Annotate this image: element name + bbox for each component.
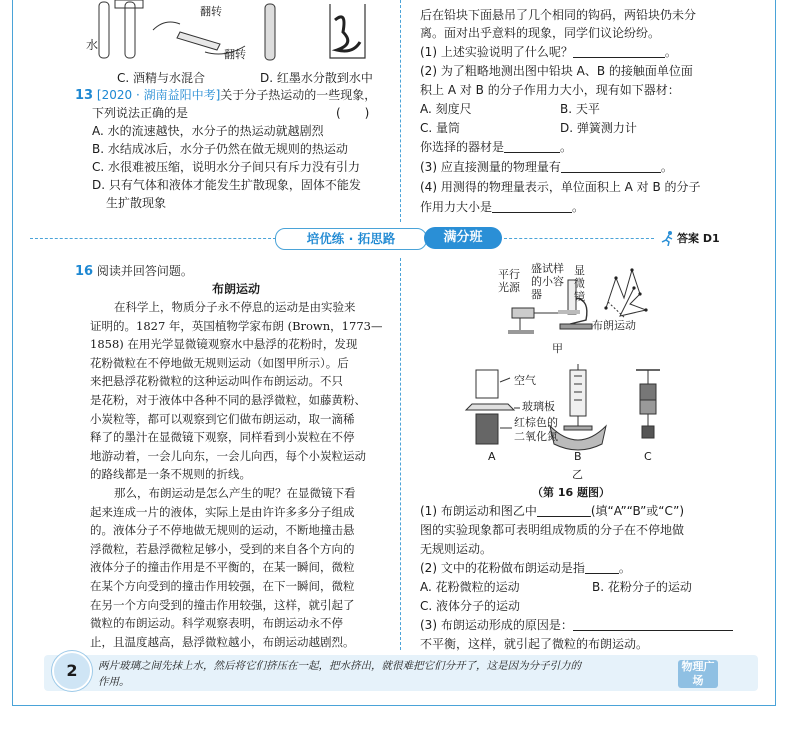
rt-equip-c: C. 量筒: [420, 121, 461, 135]
para1-line: 的路线都是一条不规则的折线。: [90, 467, 251, 482]
q16-stem: 阅读并回答问题。: [96, 264, 193, 278]
rt-q3-text: (3) 应直接测量的物理量有: [420, 160, 561, 174]
rt-choose: [420, 138, 572, 156]
para1-line: 花粉微粒在不停地做无规则运动（如图甲所示）。后: [90, 355, 349, 370]
column-separator-bottom: [400, 258, 401, 650]
jia-label-qi: 器: [531, 288, 542, 301]
rt-q4-period: 。: [572, 200, 585, 214]
para2-line: 在另一个方向受到的撞击作用较强，这样，就引起了: [90, 597, 355, 612]
para2-line: 止，且温度越高，悬浮微粒越小，布朗运动越剧烈。: [90, 634, 355, 649]
label-b: B: [574, 450, 582, 463]
figure-jia-caption: 甲: [552, 342, 563, 355]
q16-q2-blank[interactable]: [585, 560, 619, 574]
apparatus-a: [466, 370, 520, 444]
dropper: [115, 0, 143, 8]
q13-number: 13: [75, 88, 94, 103]
test-tube-3: [265, 4, 275, 60]
para1-line: 1858) 在用光学显微镜观察水中悬浮的花粉时，发现: [90, 337, 358, 352]
q16-para1: [90, 298, 382, 651]
para2-line: 那么，布朗运动是怎么产生的呢？在显微镜下看: [114, 485, 356, 500]
fig-label-water: 水: [86, 38, 99, 52]
q16-number: 16: [75, 264, 94, 279]
q16-q2-option-b: B. 花粉分子的运动: [592, 580, 692, 594]
test-tube-2: [125, 2, 135, 58]
rt-q2-line1: (2) 为了粗略地测出图中铅块 A、B 的接触面单位面: [420, 64, 693, 78]
yi-label-no2: 二氧化氮: [514, 430, 558, 443]
q13-stem-line2: 下列说法正确的是: [92, 106, 189, 120]
banner-manfen: 满分班: [424, 227, 502, 249]
q16-q1-line2: 图的实验现象都可表明组成物质的分子在不停地做: [420, 523, 685, 537]
q13-option-a: A. 水的流速越快，水分子的热运动就越剧烈: [92, 124, 324, 138]
rt-choose-blank[interactable]: [504, 139, 560, 153]
para1-line: 是花粉，对于液体中各种不同的悬浮微粒，如藤黄粉、: [90, 392, 366, 407]
rt-choose-period: 。: [560, 140, 573, 154]
q16-q2-option-c: C. 液体分子的运动: [420, 599, 521, 613]
arrow-1: [153, 22, 180, 30]
rt-q4-blank[interactable]: [492, 199, 572, 213]
q16-q3: [420, 616, 733, 634]
jia-label-wei: 微: [574, 277, 585, 290]
label-a: A: [488, 450, 496, 463]
jia-label-pingxing: 平行: [498, 268, 520, 281]
yi-label-red: 红棕色的: [514, 416, 558, 429]
rt-q3-period: 。: [660, 160, 673, 174]
footer-bottom-line: [12, 705, 776, 706]
light-source: [508, 308, 534, 334]
rt-q4: [420, 198, 584, 216]
para1-line: 地游动着，一会儿向东，一会儿向西，每个小炭粒运动: [90, 448, 366, 463]
jia-label-dexiaorong: 的小容: [531, 275, 564, 288]
footer-tag-wuliguangchang: 物理广场: [678, 660, 718, 688]
rt-q4-text: 作用力大小是: [420, 200, 493, 214]
jia-label-shengshiyang: 盛试样: [531, 262, 564, 275]
rt-q3-blank[interactable]: [561, 159, 661, 173]
para1-line: 来把悬浮花粉微粒的这种运动叫作布朗运动。不只: [90, 374, 343, 389]
q16-q2-period: 。: [618, 561, 631, 575]
banner-divider-right: [504, 238, 654, 239]
beaker-ink: [330, 4, 365, 58]
rt-equip-a: A. 刻度尺: [420, 102, 472, 116]
q16-q1-hint: (填“A”“B”或“C”): [590, 504, 685, 518]
q13-option-d: D. 只有气体和液体才能发生扩散现象，固体不能发: [92, 178, 361, 192]
footer-line2: 作用。: [98, 676, 130, 688]
rt-equip-d: D. 弹簧测力计: [560, 121, 637, 135]
runner-icon: [660, 230, 676, 246]
jia-label-brownian: 布朗运动: [592, 319, 636, 332]
para1-line: 证明的。1827 年，英国植物学家布朗 (Brown，1773—: [90, 318, 383, 333]
footer-line1: 两片玻璃之间先抹上水，然后将它们挤压在一起，把水挤出，就很难把它们分开了，这是因为分子引力的: [98, 660, 581, 672]
label-c: C: [644, 450, 652, 463]
para2-line: 的。液体分子不停地做无规则的运动，不断地撞击悬: [90, 523, 355, 538]
q16-q3-line2: 不平衡，这样，就引起了微粒的布朗运动。: [420, 637, 649, 651]
para1-line: 在科学上，物质分子永不停息的运动是由实验来: [114, 300, 356, 314]
rt-q1: [420, 43, 677, 61]
jia-label-xian: 显: [574, 264, 585, 277]
yi-label-air: 空气: [514, 374, 536, 387]
banner-divider-left: [30, 238, 276, 239]
para2-line: 起来连成一片的液体，实际上是由许许多多分子组成: [90, 504, 355, 519]
brownian-path-diagram: [604, 268, 647, 318]
page-number: 2: [52, 651, 92, 691]
yi-label-glass: 玻璃板: [522, 400, 555, 413]
q16-q3-text: (3) 布朗运动形成的原因是：: [420, 618, 573, 632]
para2-line: 在某个方向受到的撞击作用较强，在下一瞬间，微粒: [90, 578, 355, 593]
q13-option-c: C. 水很难被压缩，说明水分子间只有斥力没有引力: [92, 160, 361, 174]
tilt-tube: [177, 32, 220, 50]
jia-label-guangyuan: 光源: [498, 281, 520, 294]
q12-option-c: C. 酒精与水混合: [117, 71, 206, 85]
q13-answer-paren: ( ): [336, 106, 370, 120]
q16-q3-blank[interactable]: [573, 617, 733, 631]
q13-option-b: B. 水结成冰后，水分子仍然在做无规则的热运动: [92, 142, 348, 156]
rt-q1-text: (1) 上述实验说明了什么呢？: [420, 45, 573, 59]
footer-note: [98, 658, 672, 690]
q16-q1: [420, 502, 684, 520]
q16-q1-line3: 无规则运动。: [420, 542, 493, 556]
para2-line: 浮微粒，若悬浮微粒足够小，受到的来自各个方向的: [90, 541, 355, 556]
answer-ref[interactable]: 答案 D1: [677, 232, 720, 245]
q16-figure: [420, 258, 760, 498]
q16-q1-blank[interactable]: [537, 503, 591, 517]
q13-header: [75, 86, 376, 105]
q12-option-d: D. 红墨水分散到水中: [260, 71, 373, 85]
rt-q1-blank[interactable]: [573, 44, 665, 58]
rt-line-1: 后在铅块下面悬吊了几个相同的钩码，两铅块仍未分: [420, 8, 697, 22]
rt-q3: [420, 158, 673, 176]
q13-stem-line1: 关于分子热运动的一些现象，: [220, 88, 377, 102]
apparatus-c: [636, 370, 660, 438]
rt-line-2: 离。面对出乎意料的现象，同学们议论纷纷。: [420, 26, 661, 40]
q16-q2: [420, 559, 631, 577]
rt-q1-period: 。: [664, 45, 677, 59]
para1-line: 释了的墨汁在显微镜下观察，同样看到小炭粒在不停: [90, 430, 355, 445]
rt-q4-line1: (4) 用测得的物理量表示，单位面积上 A 对 B 的分子: [420, 180, 701, 194]
q16-q2-text: (2) 文中的花粉做布朗运动是指: [420, 561, 585, 575]
figure-caption: （第 16 题图）: [532, 486, 610, 499]
figure-yi-caption: 乙: [572, 468, 583, 481]
rt-equip-b: B. 天平: [560, 102, 600, 116]
jia-label-jing: 镜: [574, 290, 585, 303]
fig-label-fanzhuan-1: 翻转: [200, 5, 222, 18]
q13-option-d-cont: 生扩散现象: [106, 196, 167, 210]
q16-q1-text: (1) 布朗运动和图乙中: [420, 504, 537, 518]
apparatus-b: [550, 364, 606, 450]
rt-choose-text: 你选择的器材是: [420, 140, 505, 154]
para1-line: 小炭粒等，都可以观察到它们做布朗运动，取一滴稀: [90, 411, 355, 426]
test-tube-1: [99, 2, 109, 58]
q16-header: [75, 262, 193, 281]
q16-title: 布朗运动: [212, 282, 261, 296]
para2-line: 液体分子的撞击作用是不平衡的，在某一瞬间，微粒: [90, 560, 355, 575]
fig-label-fanzhuan-2: 翻转: [224, 48, 246, 61]
banner-peiyou: 培优练 · 拓思路: [275, 228, 427, 250]
rt-q2-line2: 积上 A 对 B 的分子作用力大小，现有如下器材：: [420, 83, 680, 97]
column-separator-top: [400, 0, 401, 222]
q16-q2-option-a: A. 花粉微粒的运动: [420, 580, 520, 594]
q13-source: [2020 · 湖南益阳中考]: [96, 88, 221, 102]
para2-line: 微粒的布朗运动。科学观察表明，布朗运动永不停: [90, 616, 343, 631]
